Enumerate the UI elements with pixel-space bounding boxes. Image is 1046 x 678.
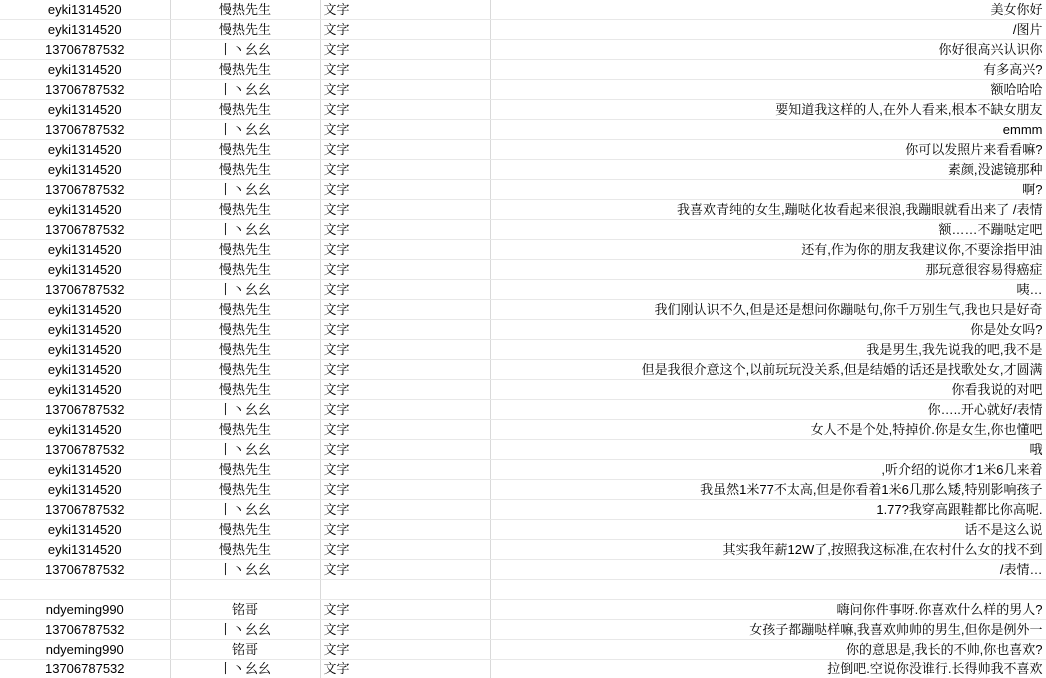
cell-account[interactable]: 13706787532 [0, 40, 170, 60]
cell-name[interactable]: 丨丶幺幺 [170, 400, 320, 420]
cell-message[interactable]: 额哈哈哈 [490, 80, 1046, 100]
cell-message[interactable]: 那玩意很容易得癌症 [490, 260, 1046, 280]
cell-account[interactable]: eyki1314520 [0, 420, 170, 440]
table-row [0, 40, 1046, 60]
cell-message-type[interactable]: 文字 [320, 640, 490, 660]
cell-account[interactable]: eyki1314520 [0, 200, 170, 220]
cell-message[interactable]: 额……不蹦哒定吧 [490, 220, 1046, 240]
cell-name[interactable]: 铭哥 [170, 640, 320, 660]
cell-message[interactable]: 你的意思是,我长的不帅,你也喜欢? [490, 640, 1046, 660]
cell-message[interactable]: 美女你好 [490, 0, 1046, 20]
cell-account[interactable]: eyki1314520 [0, 320, 170, 340]
cell-message-type[interactable]: 文字 [320, 240, 490, 260]
cell-message-type[interactable]: 文字 [320, 100, 490, 120]
cell-account[interactable]: eyki1314520 [0, 340, 170, 360]
cell-message-type[interactable]: 文字 [320, 360, 490, 380]
cell-message-type[interactable] [320, 580, 490, 600]
cell-message[interactable]: 素颜,没滤镜那种 [490, 160, 1046, 180]
cell-message-type[interactable]: 文字 [320, 660, 490, 678]
cell-message[interactable]: emmm [490, 120, 1046, 140]
cell-name[interactable]: 丨丶幺幺 [170, 80, 320, 100]
cell-name[interactable]: 丨丶幺幺 [170, 220, 320, 240]
cell-account[interactable]: eyki1314520 [0, 380, 170, 400]
table-row [0, 640, 1046, 660]
cell-message-type[interactable]: 文字 [320, 480, 490, 500]
cell-message[interactable]: 我喜欢青纯的女生,蹦哒化妆看起来很浪,我蹦眼就看出来了 /表情 [490, 200, 1046, 220]
cell-message[interactable]: /图片 [490, 20, 1046, 40]
cell-account[interactable]: 13706787532 [0, 120, 170, 140]
cell-message-type[interactable]: 文字 [320, 220, 490, 240]
cell-account[interactable]: 13706787532 [0, 560, 170, 580]
cell-account[interactable]: eyki1314520 [0, 300, 170, 320]
cell-name[interactable]: 慢热先生 [170, 140, 320, 160]
cell-account[interactable]: eyki1314520 [0, 100, 170, 120]
cell-account[interactable]: eyki1314520 [0, 260, 170, 280]
cell-account[interactable] [0, 580, 170, 600]
cell-message-type[interactable]: 文字 [320, 420, 490, 440]
cell-message[interactable]: 要知道我这样的人,在外人看来,根本不缺女朋友 [490, 100, 1046, 120]
table-row [0, 60, 1046, 80]
cell-name[interactable]: 慢热先生 [170, 520, 320, 540]
cell-message[interactable]: 有多高兴? [490, 60, 1046, 80]
cell-message-type[interactable]: 文字 [320, 560, 490, 580]
table-row [0, 520, 1046, 540]
table-row [0, 200, 1046, 220]
table-row [0, 380, 1046, 400]
cell-message[interactable]: 你看我说的对吧 [490, 380, 1046, 400]
cell-account[interactable]: eyki1314520 [0, 360, 170, 380]
cell-message[interactable]: 拉倒吧.空说你没谁行.长得帅我不喜欢 [490, 660, 1046, 678]
cell-message[interactable]: 嗨问你件事呀.你喜欢什么样的男人? [490, 600, 1046, 620]
cell-message[interactable]: 女孩子都蹦哒样嘛,我喜欢帅帅的男生,但你是例外一 [490, 620, 1046, 640]
table-row [0, 420, 1046, 440]
cell-name[interactable]: 丨丶幺幺 [170, 120, 320, 140]
table-row [0, 220, 1046, 240]
cell-name[interactable]: 慢热先生 [170, 200, 320, 220]
cell-message[interactable]: 我是男生,我先说我的吧,我不是 [490, 340, 1046, 360]
cell-message-type[interactable]: 文字 [320, 260, 490, 280]
cell-account[interactable]: 13706787532 [0, 400, 170, 420]
cell-message[interactable]: 咦… [490, 280, 1046, 300]
cell-message[interactable]: 还有,作为你的朋友我建议你,不要涂指甲油 [490, 240, 1046, 260]
cell-name[interactable]: 铭哥 [170, 600, 320, 620]
cell-message-type[interactable]: 文字 [320, 320, 490, 340]
cell-message[interactable]: 我们刚认识不久,但是还是想问你蹦哒句,你千万别生气,我也只是好奇 [490, 300, 1046, 320]
cell-message-type[interactable]: 文字 [320, 380, 490, 400]
cell-name[interactable]: 丨丶幺幺 [170, 180, 320, 200]
cell-message-type[interactable]: 文字 [320, 60, 490, 80]
table-row [0, 160, 1046, 180]
cell-message[interactable]: 你好很高兴认识你 [490, 40, 1046, 60]
cell-message[interactable]: 你…..开心就好/表情 [490, 400, 1046, 420]
cell-name[interactable]: 丨丶幺幺 [170, 620, 320, 640]
cell-message-type[interactable]: 文字 [320, 500, 490, 520]
table-row [0, 280, 1046, 300]
cell-account[interactable]: eyki1314520 [0, 20, 170, 40]
cell-name[interactable]: 丨丶幺幺 [170, 40, 320, 60]
cell-message-type[interactable]: 文字 [320, 120, 490, 140]
cell-account[interactable]: eyki1314520 [0, 160, 170, 180]
table-row [0, 400, 1046, 420]
cell-message[interactable]: 哦 [490, 440, 1046, 460]
cell-name[interactable]: 慢热先生 [170, 420, 320, 440]
cell-account[interactable]: 13706787532 [0, 620, 170, 640]
table-row [0, 660, 1046, 678]
table-row [0, 360, 1046, 380]
cell-account[interactable]: eyki1314520 [0, 460, 170, 480]
cell-message-type[interactable]: 文字 [320, 0, 490, 20]
cell-account[interactable]: 13706787532 [0, 80, 170, 100]
cell-name[interactable]: 慢热先生 [170, 20, 320, 40]
cell-account[interactable]: 13706787532 [0, 660, 170, 678]
table-row [0, 300, 1046, 320]
cell-name[interactable]: 慢热先生 [170, 0, 320, 20]
table-row [0, 320, 1046, 340]
cell-name[interactable]: 慢热先生 [170, 320, 320, 340]
cell-account[interactable]: 13706787532 [0, 180, 170, 200]
cell-name[interactable]: 慢热先生 [170, 260, 320, 280]
cell-message-type[interactable]: 文字 [320, 20, 490, 40]
cell-account[interactable]: 13706787532 [0, 440, 170, 460]
table-row [0, 480, 1046, 500]
table-row [0, 560, 1046, 580]
cell-name[interactable] [170, 580, 320, 600]
cell-account[interactable]: ndyeming990 [0, 600, 170, 620]
cell-message[interactable]: 女人不是个处,特掉价.你是女生,你也懂吧 [490, 420, 1046, 440]
cell-account[interactable]: eyki1314520 [0, 60, 170, 80]
cell-message[interactable]: 话不是这么说 [490, 520, 1046, 540]
cell-message[interactable]: 啊? [490, 180, 1046, 200]
table-row [0, 120, 1046, 140]
cell-message-type[interactable]: 文字 [320, 540, 490, 560]
cell-message[interactable]: 你是处女吗? [490, 320, 1046, 340]
table-row [0, 440, 1046, 460]
cell-message-type[interactable]: 文字 [320, 520, 490, 540]
cell-account[interactable]: eyki1314520 [0, 480, 170, 500]
cell-message-type[interactable]: 文字 [320, 80, 490, 100]
cell-name[interactable]: 慢热先生 [170, 100, 320, 120]
cell-message-type[interactable]: 文字 [320, 600, 490, 620]
cell-message-type[interactable]: 文字 [320, 340, 490, 360]
cell-name[interactable]: 丨丶幺幺 [170, 660, 320, 678]
cell-account[interactable]: 13706787532 [0, 500, 170, 520]
table-row [0, 80, 1046, 100]
table-row [0, 240, 1046, 260]
table-row [0, 20, 1046, 40]
cell-name[interactable]: 慢热先生 [170, 480, 320, 500]
cell-account[interactable]: 13706787532 [0, 220, 170, 240]
cell-message-type[interactable]: 文字 [320, 400, 490, 420]
table-row-spacer [0, 580, 1046, 600]
cell-name[interactable]: 慢热先生 [170, 340, 320, 360]
table-row [0, 340, 1046, 360]
cell-message[interactable]: 1.77?我穿高跟鞋都比你高呢. [490, 500, 1046, 520]
cell-account[interactable]: eyki1314520 [0, 0, 170, 20]
table-row [0, 460, 1046, 480]
table-row [0, 180, 1046, 200]
table-row [0, 140, 1046, 160]
cell-message[interactable]: ,听介绍的说你才1米6几来着 [490, 460, 1046, 480]
cell-name[interactable]: 丨丶幺幺 [170, 500, 320, 520]
cell-message[interactable] [490, 580, 1046, 600]
table-row [0, 620, 1046, 640]
table-row [0, 0, 1046, 20]
cell-message[interactable]: 你可以发照片来看看嘛? [490, 140, 1046, 160]
cell-name[interactable]: 慢热先生 [170, 240, 320, 260]
cell-account[interactable]: 13706787532 [0, 280, 170, 300]
cell-message-type[interactable]: 文字 [320, 280, 490, 300]
cell-message-type[interactable]: 文字 [320, 40, 490, 60]
cell-message-type[interactable]: 文字 [320, 180, 490, 200]
cell-message-type[interactable]: 文字 [320, 460, 490, 480]
cell-name[interactable]: 慢热先生 [170, 160, 320, 180]
cell-message-type[interactable]: 文字 [320, 200, 490, 220]
cell-account[interactable]: eyki1314520 [0, 140, 170, 160]
cell-name[interactable]: 慢热先生 [170, 60, 320, 80]
cell-message-type[interactable]: 文字 [320, 160, 490, 180]
cell-name[interactable]: 慢热先生 [170, 380, 320, 400]
cell-name[interactable]: 丨丶幺幺 [170, 560, 320, 580]
cell-name[interactable]: 丨丶幺幺 [170, 280, 320, 300]
cell-name[interactable]: 丨丶幺幺 [170, 440, 320, 460]
cell-message-type[interactable]: 文字 [320, 140, 490, 160]
cell-message-type[interactable]: 文字 [320, 300, 490, 320]
table-row [0, 600, 1046, 620]
cell-account[interactable]: eyki1314520 [0, 520, 170, 540]
cell-message[interactable]: /表情… [490, 560, 1046, 580]
cell-name[interactable]: 慢热先生 [170, 300, 320, 320]
cell-name[interactable]: 慢热先生 [170, 540, 320, 560]
cell-name[interactable]: 慢热先生 [170, 460, 320, 480]
cell-account[interactable]: ndyeming990 [0, 640, 170, 660]
cell-message[interactable]: 但是我很介意这个,以前玩玩没关系,但是结婚的话还是找歌处女,才圆满 [490, 360, 1046, 380]
cell-account[interactable]: eyki1314520 [0, 240, 170, 260]
cell-message-type[interactable]: 文字 [320, 620, 490, 640]
table-row [0, 260, 1046, 280]
table-row [0, 100, 1046, 120]
cell-message-type[interactable]: 文字 [320, 440, 490, 460]
cell-name[interactable]: 慢热先生 [170, 360, 320, 380]
table-row [0, 500, 1046, 520]
table-row [0, 540, 1046, 560]
cell-account[interactable]: eyki1314520 [0, 540, 170, 560]
cell-message[interactable]: 其实我年薪12W了,按照我这标准,在农村什么女的找不到 [490, 540, 1046, 560]
cell-message[interactable]: 我虽然1米77不太高,但是你看着1米6几那么矮,特别影响孩子 [490, 480, 1046, 500]
